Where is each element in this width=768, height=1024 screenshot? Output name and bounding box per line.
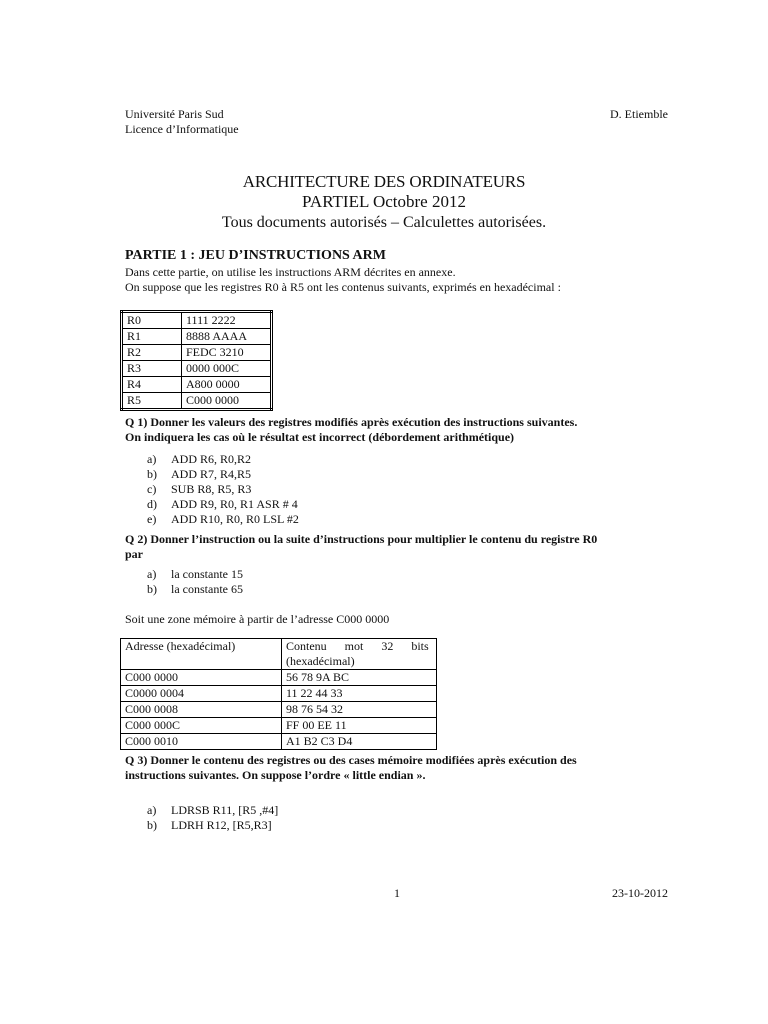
list-item — [125, 452, 299, 467]
question-1 — [125, 415, 645, 445]
item-text: ADD R10, R0, R0 LSL #2 — [171, 512, 299, 526]
address-cell: C000 000C — [121, 718, 282, 734]
list-item — [125, 567, 243, 582]
item-label: e) — [147, 512, 157, 526]
item-label: b) — [147, 467, 157, 481]
item-label: c) — [147, 482, 157, 496]
table-row — [121, 718, 437, 734]
exam-title: PARTIEL Octobre 2012 — [302, 192, 466, 211]
address-cell: C000 0000 — [121, 670, 282, 686]
register-value: 0000 000C — [182, 361, 272, 377]
register-value: A800 0000 — [182, 377, 272, 393]
item-text: la constante 65 — [171, 582, 243, 596]
table-row — [121, 686, 437, 702]
item-label: a) — [147, 803, 157, 817]
register-value: C000 0000 — [182, 393, 272, 410]
table-row — [122, 345, 272, 361]
list-item — [125, 467, 299, 482]
list-item — [125, 482, 299, 497]
item-text: ADD R9, R0, R1 ASR # 4 — [171, 497, 298, 511]
register-name: R1 — [122, 329, 182, 345]
item-label: a) — [147, 452, 157, 466]
list-item — [125, 497, 299, 512]
table-row — [121, 670, 437, 686]
register-name: R4 — [122, 377, 182, 393]
content-header-line-2: (hexadécimal) — [286, 654, 355, 668]
table-row — [122, 361, 272, 377]
table-row — [122, 329, 272, 345]
register-value: 8888 AAAA — [182, 329, 272, 345]
page-number: 1 — [394, 886, 400, 900]
item-text: LDRH R12, [R5,R3] — [171, 818, 272, 832]
item-text: LDRSB R11, [R5 ,#4] — [171, 803, 279, 817]
item-label: d) — [147, 497, 157, 511]
table-row — [122, 377, 272, 393]
register-name: R5 — [122, 393, 182, 410]
address-cell: C000 0008 — [121, 702, 282, 718]
question-1-line-1: Q 1) Donner les valeurs des registres modifiés après exécution des instructions suivantes. — [125, 415, 578, 429]
content-cell: 98 76 54 32 — [282, 702, 437, 718]
section-intro — [125, 265, 561, 295]
intro-line-2: On suppose que les registres R0 à R5 ont les contenus suivants, exprimés en hexadécimal : — [125, 280, 561, 294]
footer-date: 23-10-2012 — [612, 886, 668, 900]
content-cell: A1 B2 C3 D4 — [282, 734, 437, 750]
register-value: FEDC 3210 — [182, 345, 272, 361]
register-name: R3 — [122, 361, 182, 377]
content-cell: FF 00 EE 11 — [282, 718, 437, 734]
program-name: Licence d’Informatique — [125, 122, 239, 136]
question-3-list — [125, 803, 278, 833]
question-1-line-2: On indiquera les cas où le résultat est incorrect (débordement arithmétique) — [125, 430, 515, 444]
column-header-address: Adresse (hexadécimal) — [121, 639, 282, 670]
question-2 — [125, 532, 645, 562]
question-3 — [125, 753, 645, 783]
content-cell: 56 78 9A BC — [282, 670, 437, 686]
memory-intro: Soit une zone mémoire à partir de l’adresse C000 0000 — [125, 612, 390, 626]
university-name: Université Paris Sud — [125, 107, 224, 121]
item-label: b) — [147, 818, 157, 832]
item-label: a) — [147, 567, 157, 581]
header-left — [125, 107, 239, 137]
intro-line-1: Dans cette partie, on utilise les instructions ARM décrites en annexe. — [125, 265, 456, 279]
table-row — [122, 312, 272, 329]
question-2-line-2: par — [125, 547, 143, 561]
content-header-line-1: Contenu mot 32 bits — [286, 639, 429, 653]
table-row — [121, 702, 437, 718]
course-title: ARCHITECTURE DES ORDINATEURS — [242, 172, 526, 191]
question-3-line-1: Q 3) Donner le contenu des registres ou des cases mémoire modifiées après exécution des — [125, 753, 577, 767]
content-cell: 11 22 44 33 — [282, 686, 437, 702]
column-header-content — [282, 639, 437, 670]
item-text: SUB R8, R5, R3 — [171, 482, 252, 496]
address-cell: C000 0010 — [121, 734, 282, 750]
table-row — [121, 734, 437, 750]
list-item — [125, 803, 278, 818]
item-text: la constante 15 — [171, 567, 243, 581]
item-text: ADD R7, R4,R5 — [171, 467, 252, 481]
question-2-line-1: Q 2) Donner l’instruction ou la suite d’instructions pour multiplier le contenu du registre R0 — [125, 532, 598, 546]
list-item — [125, 818, 278, 833]
item-text: ADD R6, R0,R2 — [171, 452, 252, 466]
title-block — [0, 172, 768, 233]
question-3-line-2: instructions suivantes. On suppose l’ordre « little endian ». — [125, 768, 426, 782]
register-table — [120, 310, 273, 411]
table-row — [122, 393, 272, 410]
question-2-list — [125, 567, 243, 597]
register-name: R2 — [122, 345, 182, 361]
list-item — [125, 512, 299, 527]
author-name: D. Etiemble — [610, 107, 668, 121]
exam-rules: Tous documents autorisés – Calculettes autorisées. — [221, 214, 547, 231]
list-item — [125, 582, 243, 597]
table-header-row — [121, 639, 437, 670]
address-cell: C0000 0004 — [121, 686, 282, 702]
item-label: b) — [147, 582, 157, 596]
memory-table — [120, 638, 437, 750]
question-1-list — [125, 452, 299, 527]
register-name: R0 — [122, 312, 182, 329]
register-value: 1111 2222 — [182, 312, 272, 329]
section-heading: PARTIE 1 : JEU D’INSTRUCTIONS ARM — [125, 248, 386, 263]
